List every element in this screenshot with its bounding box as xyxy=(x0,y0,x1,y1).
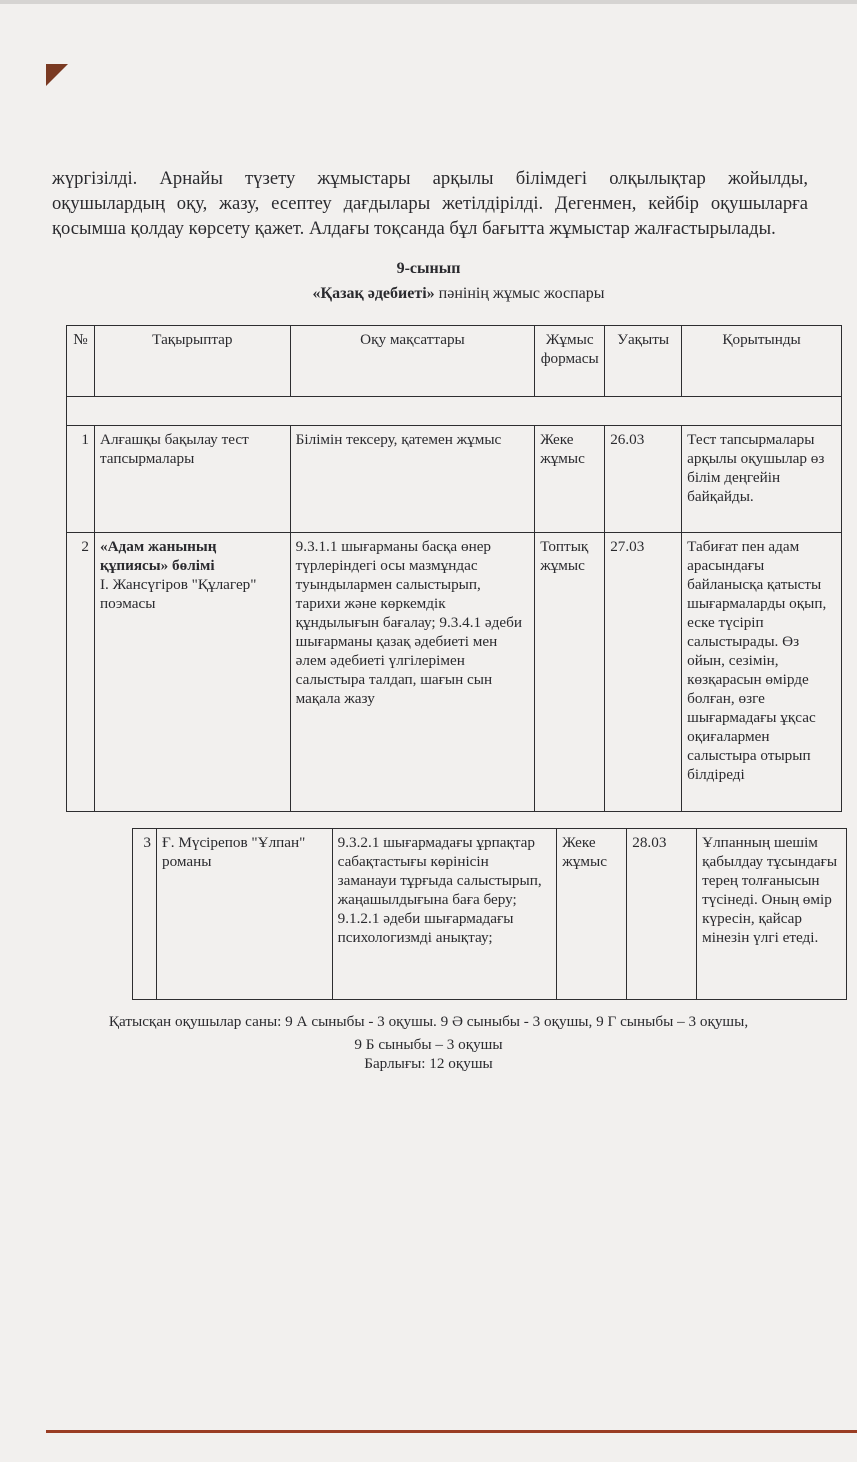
header-topics: Тақырыптар xyxy=(94,326,290,397)
header-num: № xyxy=(67,326,95,397)
subject-name: «Қазақ әдебиеті» xyxy=(312,285,435,302)
work-plan-table-continued xyxy=(132,828,847,1000)
page-corner-mark xyxy=(46,64,68,86)
participants-line: Қатысқан оқушылар саны: 9 А сыныбы - 3 оқушы. 9 Ә сыныбы - 3 оқушы, 9 Г сыныбы – 3 оқушы, xyxy=(108,1013,749,1030)
grade-heading: 9-сынып xyxy=(396,260,461,277)
table-row xyxy=(133,829,847,1000)
row-form: Жеке жұмыс xyxy=(535,426,605,533)
row-num: 3 xyxy=(133,829,157,1000)
table-spacer-row xyxy=(67,397,842,426)
intro-line-1: жүргізілді. Арнайы түзету жұмыстары арқылы білімдегі олқылықтар жойылды, xyxy=(52,168,808,189)
total-line: Барлығы: 12 оқушы xyxy=(364,1055,493,1072)
plan-heading xyxy=(30,285,857,303)
table-row xyxy=(67,426,842,533)
row-result: Ұлпанның шешім қабылдау тұсындағы терең толғанысын түсінеді. Оның өмір күресін, қайсар мінезін үлгі етеді. xyxy=(697,829,847,1000)
header-goals: Оқу мақсаттары xyxy=(290,326,535,397)
row-num: 1 xyxy=(67,426,95,533)
spacer-cell xyxy=(67,397,842,426)
row-date: 26.03 xyxy=(605,426,682,533)
page-bottom-edge xyxy=(46,1430,857,1433)
row-result: Тест тапсырмалары арқылы оқушылар өз білім деңгейін байқайды. xyxy=(682,426,842,533)
row-result: Табиғат пен адам арасындағы байланысқа қатысты шығармаларды оқып, еске түсіріп салыстырады. Өз ойын, сезімін, көзқарасын өмірде болған, өзге шығармадағы ұқсас оқиғалармен салыстыра отырып білдіреді xyxy=(682,533,842,812)
row-goals: 9.3.2.1 шығармадағы ұрпақтар сабақтастығы көрінісін заманауи тұрғыда салыстырып, жаңашылдығына баға беру; 9.1.2.1 әдеби шығармадағы психологизмді анықтау; xyxy=(332,829,557,1000)
table-header-row xyxy=(67,326,842,397)
page-top-edge xyxy=(0,0,857,4)
row-goals: 9.3.1.1 шығарманы басқа өнер түрлеріндегі осы мазмұндас туындылармен салыстырып, тарихи және көркемдік құндылығын бағалау; 9.3.4.1 әдеби шығарманы қазақ әдебиеті мен әлем әдебиеті үлгілерімен салыстыра талдап, шағын сын мақала жазу xyxy=(290,533,535,812)
row-topic: Ғ. Мүсірепов "Ұлпан" романы xyxy=(156,829,332,1000)
row-topic: Алғашқы бақылау тест тапсырмалары xyxy=(94,426,290,533)
work-plan-table xyxy=(66,325,842,812)
intro-line-3: қосымша қолдау көрсету қажет. Алдағы тоқсанда бұл бағытта жұмыстар жалғастырылады. xyxy=(52,218,776,239)
intro-paragraph xyxy=(52,166,808,241)
section-title: «Адам жанының құпиясы» xyxy=(99,538,217,574)
intro-line-2: оқушылардың оқу, жазу, есептеу дағдылары жетілдірілді. Дегенмен, кейбір оқушыларға xyxy=(52,193,808,214)
header-result: Қорытынды xyxy=(682,326,842,397)
row-date: 28.03 xyxy=(627,829,697,1000)
row-goals: Білімін тексеру, қатемен жұмыс xyxy=(290,426,535,533)
row-form: Топтық жұмыс xyxy=(535,533,605,812)
row-form: Жеке жұмыс xyxy=(557,829,627,1000)
header-time: Уақыты xyxy=(605,326,682,397)
participants-line-2: 9 Б сыныбы – 3 оқушы xyxy=(354,1036,503,1053)
row-num: 2 xyxy=(67,533,95,812)
section-suffix: бөлімі xyxy=(168,557,215,574)
row-topic xyxy=(94,533,290,812)
row-date: 27.03 xyxy=(605,533,682,812)
table-row xyxy=(67,533,842,812)
topic-text: І. Жансүгіров "Құлагер" поэмасы xyxy=(99,576,257,612)
header-form: Жұмыс формасы xyxy=(535,326,605,397)
plan-suffix: пәнінің жұмыс жоспары xyxy=(434,285,605,302)
